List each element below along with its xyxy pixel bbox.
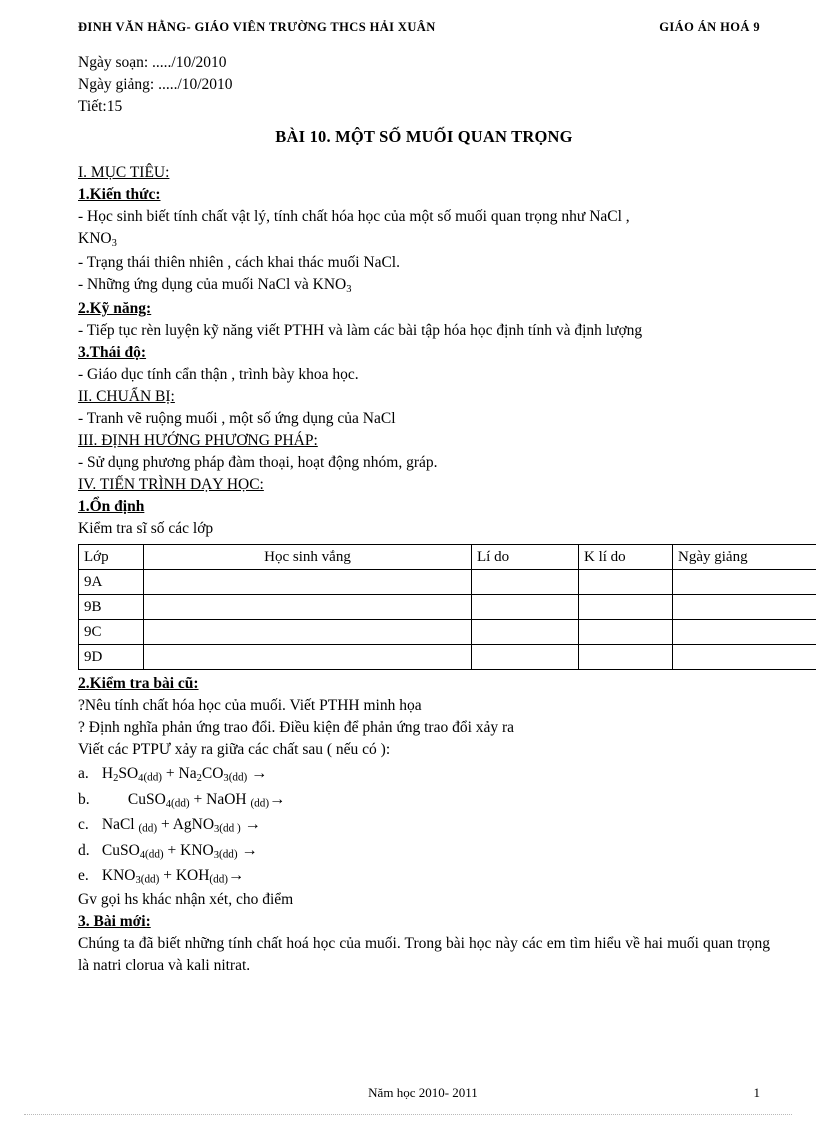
reaction-arrow-icon: → (241, 840, 258, 859)
methods-text: - Sử dụng phương pháp đàm thoại, hoạt động nhóm, gráp. (78, 454, 438, 472)
cell-k-li-do[interactable] (579, 620, 673, 645)
reaction-arrow-icon: → (251, 764, 268, 783)
page-number: 1 (753, 1085, 760, 1100)
reaction-arrow-icon: → (228, 866, 245, 885)
cell-li-do[interactable] (472, 570, 579, 595)
question-1: ?Nêu tính chất hóa học của muối. Viết PTHH minh họa (78, 697, 422, 715)
cell-hs-vang[interactable] (144, 595, 472, 620)
period-line: Tiết:15 (78, 98, 123, 115)
sub: 3 (213, 849, 219, 861)
state-dd: (dd ) (219, 822, 241, 835)
cell-k-li-do[interactable] (579, 595, 673, 620)
equation-e: e. $KNO_3(dd) + KOH(dd)\to$ (78, 866, 245, 887)
state-dd: (dd) (143, 771, 163, 784)
equation-e-label: e. (78, 867, 89, 885)
teacher-note-line: Gv gọi hs khác nhận xét, cho điểm (78, 890, 294, 908)
table-row (79, 595, 816, 620)
col-header-k-li-do: K lí do (579, 545, 673, 570)
heading-skills: 2.Kỹ năng: (78, 300, 152, 318)
cell-li-do[interactable] (472, 645, 579, 670)
state-dd: (dd) (140, 873, 160, 886)
state-dd: (dd) (218, 848, 238, 861)
sub: 3 (223, 773, 229, 785)
reaction-arrow-icon: → (244, 815, 261, 834)
equation-b-label: b. (78, 790, 90, 808)
col-header-ngay-giang: Ngày giảng (673, 545, 816, 570)
cell-hs-vang[interactable] (144, 645, 472, 670)
table-row (79, 620, 816, 645)
state-dd: (dd) (138, 822, 158, 835)
date-taught-line: Ngày giảng: ...../10/2010 (78, 76, 233, 93)
cell-lop: 9D (79, 645, 144, 670)
kno3-subscript-2: 3 (346, 284, 352, 296)
sub: 3 (214, 824, 220, 836)
equation-d-label: d. (78, 841, 90, 859)
cell-lop: 9B (79, 595, 144, 620)
equation-d: d. CuSO$_4$(dd) + $KNO_3(dd)$ → (78, 840, 258, 861)
footer-school-year: Năm học 2010- 2011 (368, 1085, 478, 1100)
equation-c-label: c. (78, 816, 89, 834)
knowledge-line-1-cont (78, 228, 770, 252)
knowledge-line-1-text: - Học sinh biết tính chất vật lý, tính chất hóa học của một số muối quan trọng như NaCl , (78, 208, 630, 226)
header-right-text: GIÁO ÁN HOÁ 9 (659, 20, 760, 34)
question-3: Viết các PTPƯ xảy ra giữa các chất sau ( nếu có ): (78, 741, 391, 759)
cell-li-do[interactable] (472, 620, 579, 645)
attitude-text: - Giáo dục tính cẩn thận , trình bày khoa học. (78, 366, 359, 384)
lesson-title: BÀI 10. MỘT SỐ MUỐI QUAN TRỌNG (275, 127, 573, 146)
equation-b: b. CuSO$_4$(dd) + NaOH (dd)→ (78, 789, 286, 810)
header-left-text: ĐINH VĂN HẰNG- GIÁO VIÊN TRƯỜNG THCS HẢI XUÂN (78, 20, 436, 34)
sub: 4 (138, 773, 144, 785)
kno3-formula: KNO (78, 230, 112, 248)
heading-preparation: II. CHUẨN BỊ: (78, 388, 175, 406)
attendance-table (78, 544, 816, 670)
question-2: ? Định nghĩa phản ứng trao đổi. Điều kiện để phản ứng trao đổi xảy ra (78, 719, 515, 737)
cell-ngay-giang[interactable] (673, 620, 816, 645)
col-header-li-do: Lí do (472, 545, 579, 570)
date-written-line: Ngày soạn: ...../10/2010 (78, 54, 227, 71)
col-header-lop: Lớp (79, 545, 144, 570)
sub: 2 (196, 773, 202, 785)
state-dd: (dd) (209, 873, 228, 886)
sub: 2 (113, 773, 119, 785)
cell-li-do[interactable] (472, 595, 579, 620)
kno3-subscript: 3 (111, 238, 117, 250)
cell-ngay-giang[interactable] (673, 570, 816, 595)
cell-k-li-do[interactable] (579, 645, 673, 670)
heading-attitude: 3.Thái độ: (78, 344, 147, 362)
document-body (78, 52, 770, 977)
heading-methods: III. ĐỊNH HƯỚNG PHƯƠNG PHÁP: (78, 432, 318, 450)
heading-old-lesson-check: 2.Kiểm tra bài cũ: (78, 675, 199, 693)
bottom-divider (24, 1114, 792, 1115)
equation-a: a. $H_2SO_4(dd) + Na_2CO_3(dd)$ → (78, 764, 268, 785)
reaction-arrow-icon: → (269, 789, 286, 808)
knowledge-line-2: - Trạng thái thiên nhiên , cách khai thác muối NaCl. (78, 254, 400, 272)
heading-stability: 1.Ổn định (78, 498, 145, 516)
running-header (78, 20, 768, 35)
sub: 3 (135, 875, 141, 887)
sub: 4 (165, 798, 172, 810)
knowledge-line-1 (78, 206, 770, 228)
attendance-text: Kiểm tra sĩ số các lớp (78, 520, 214, 538)
cell-hs-vang[interactable] (144, 620, 472, 645)
equation-c: c. NaCl (dd) + AgNO$_3$(dd ) → (78, 815, 261, 836)
state-dd: (dd) (145, 848, 164, 861)
heading-new-lesson: 3. Bài mới: (78, 912, 151, 930)
state-dd: (dd) (228, 771, 248, 784)
cell-lop: 9A (79, 570, 144, 595)
heading-knowledge: 1.Kiến thức: (78, 186, 161, 204)
state-dd: (dd) (250, 797, 270, 810)
cell-lop: 9C (79, 620, 144, 645)
state-dd: (dd) (171, 797, 190, 810)
attendance-table-body (79, 570, 816, 670)
cell-k-li-do[interactable] (579, 570, 673, 595)
heading-objectives: I. MỤC TIÊU: (78, 164, 170, 182)
knowledge-line-3 (78, 274, 770, 298)
col-header-hoc-sinh-vang: Học sinh vắng (144, 545, 472, 570)
cell-hs-vang[interactable] (144, 570, 472, 595)
cell-ngay-giang[interactable] (673, 595, 816, 620)
table-row (79, 570, 816, 595)
knowledge-line-3-text: - Những ứng dụng của muối NaCl và KNO (78, 276, 347, 294)
preparation-text: - Tranh vẽ ruộng muối , một số ứng dụng của NaCl (78, 410, 396, 428)
attendance-table-head (79, 545, 816, 570)
table-header-row (79, 545, 816, 570)
heading-process: IV. TIẾN TRÌNH DẠY HỌC: (78, 476, 264, 494)
sub: 4 (139, 849, 146, 861)
equation-a-label: a. (78, 765, 89, 783)
new-lesson-intro: Chúng ta đã biết những tính chất hoá học của muối. Trong bài học này các em tìm hiểu về hai muối quan trọng là natri clorua và kali nitrat. (78, 934, 770, 974)
skills-text: - Tiếp tục rèn luyện kỹ năng viết PTHH và làm các bài tập hóa học định tính và định lượng (78, 322, 643, 340)
table-row (79, 645, 816, 670)
cell-ngay-giang[interactable] (673, 645, 816, 670)
